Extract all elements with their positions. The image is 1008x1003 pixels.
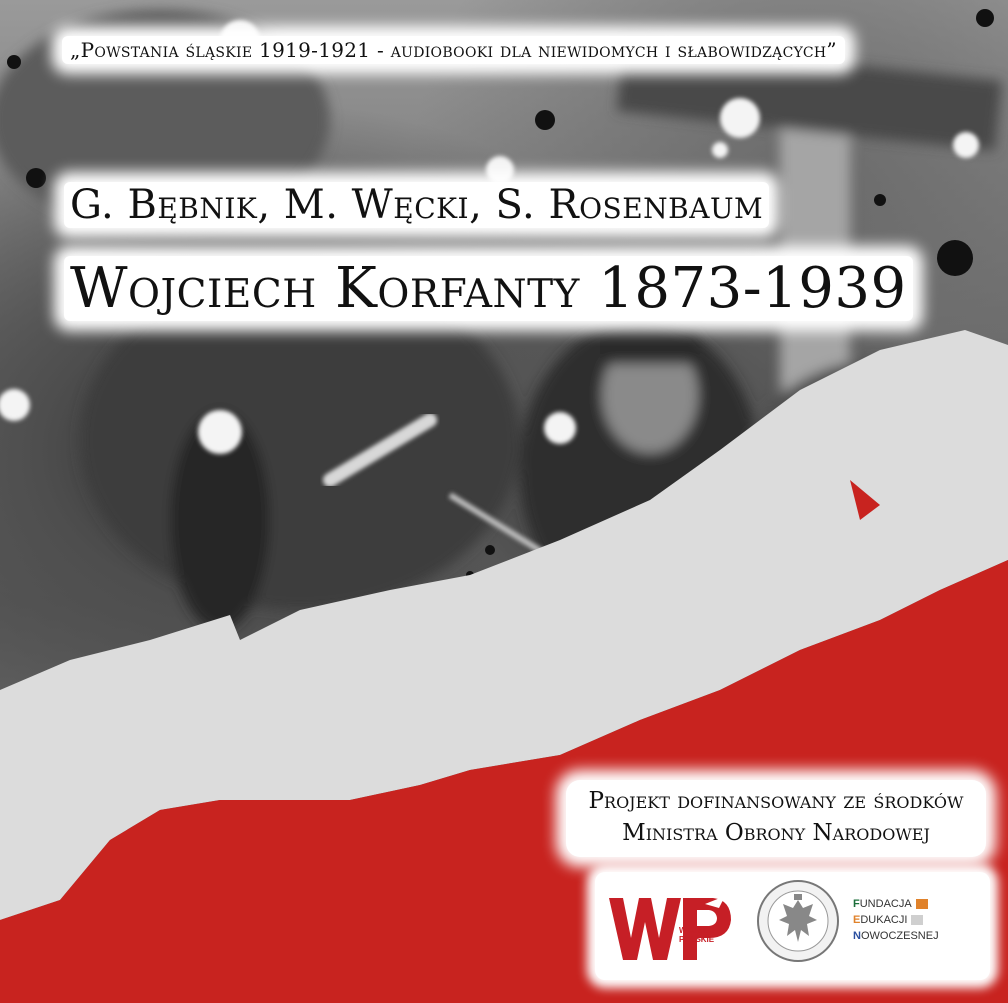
fundacja-edukacji-logo: FUNDACJA EDUKACJI NOWOCZESNEJ bbox=[853, 898, 939, 942]
funding-line-2: Ministra Obrony Narodowej bbox=[622, 819, 930, 846]
book-title: Wojciech Korfanty 1873-1939 bbox=[64, 256, 913, 321]
sponsor-logos bbox=[595, 872, 990, 980]
wojsko-polskie-label: WOJSKO POLSKIE bbox=[679, 926, 715, 944]
funding-note bbox=[566, 780, 986, 857]
funding-line-1: Projekt dofinansowany ze środków bbox=[588, 788, 964, 814]
eagle-seal-icon bbox=[755, 878, 841, 964]
wojsko-polskie-logo bbox=[605, 890, 745, 968]
series-title: „Powstania śląskie 1919-1921 - audiobooki dla niewidomych i słabowidzących” bbox=[62, 36, 845, 64]
authors: G. Bębnik, M. Węcki, S. Rosenbaum bbox=[64, 182, 769, 228]
